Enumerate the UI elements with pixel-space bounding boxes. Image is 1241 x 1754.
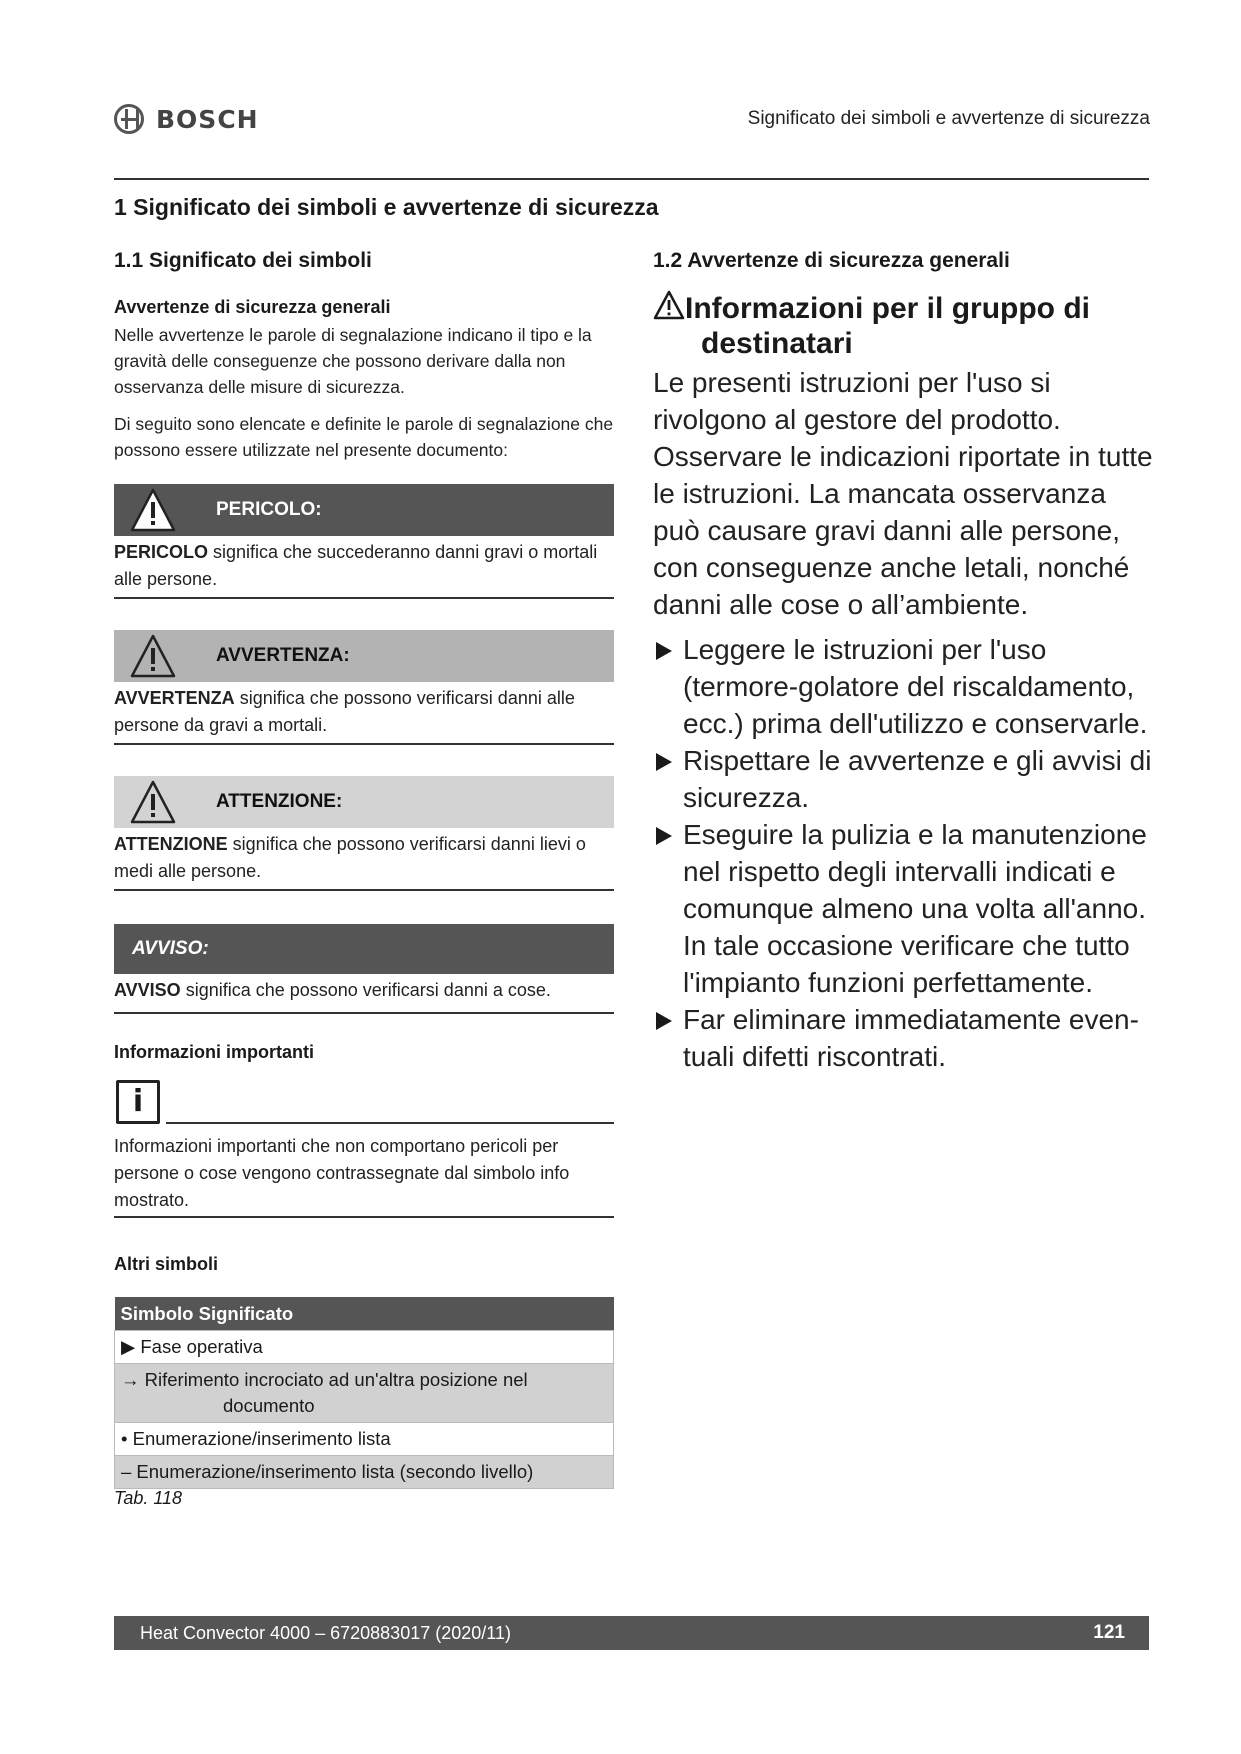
page-footer bbox=[114, 1616, 1149, 1650]
info-text: Informazioni importanti che non comportano pericoli per persone o cose vengono contrassegnate dal simbolo info mostrato. bbox=[114, 1136, 570, 1210]
warning-pericolo-keyword: PERICOLO bbox=[114, 542, 209, 562]
table-cell: • Enumerazione/inserimento lista bbox=[115, 1423, 614, 1456]
divider bbox=[114, 743, 614, 745]
list-item-text: Far eliminare immediatamente even-tuali difetti riscontrati. bbox=[683, 1004, 1139, 1072]
table-row bbox=[115, 1331, 614, 1364]
table-row bbox=[115, 1456, 614, 1489]
target-group-heading-line2: destinatari bbox=[701, 327, 853, 360]
warning-attenzione-bar bbox=[114, 776, 614, 828]
table-header-row bbox=[115, 1297, 614, 1331]
divider bbox=[166, 1122, 614, 1124]
table-row bbox=[115, 1423, 614, 1456]
info-icon: i bbox=[116, 1080, 160, 1124]
warning-avvertenza-keyword: AVVERTENZA bbox=[114, 688, 235, 708]
warning-triangle-icon bbox=[130, 633, 176, 679]
footer-document-id: Heat Convector 4000 – 6720883017 (2020/11) bbox=[140, 1622, 511, 1643]
warning-avvertenza-description: significa che possono verificarsi danni alle persone da gravi a mortali. bbox=[114, 688, 575, 735]
running-header-title: Significato dei simboli e avvertenze di sicurezza bbox=[747, 108, 1150, 129]
warning-attenzione-keyword: ATTENZIONE bbox=[114, 834, 228, 854]
warning-attenzione-label: ATTENZIONE: bbox=[216, 791, 343, 812]
warning-avvertenza-bar bbox=[114, 630, 614, 682]
table-cell: ▶ Fase operativa bbox=[115, 1331, 614, 1364]
warning-avviso-text bbox=[114, 977, 614, 1004]
bullet-arrow-icon bbox=[656, 827, 672, 845]
brand-name: BOSCH bbox=[156, 104, 259, 134]
table-cell bbox=[115, 1364, 614, 1423]
section-1-2-title: 1.2 Avvertenze di sicurezza generali bbox=[653, 249, 1010, 272]
warning-triangle-icon bbox=[130, 487, 176, 533]
list-item-text: Eseguire la pulizia e la manutenzione nel rispetto degli intervalli indicati e comunque almeno una volta all'anno. In tale occasione verificare che tutto l'impianto funzioni perfettamente. bbox=[683, 819, 1147, 998]
other-symbols-heading: Altri simboli bbox=[114, 1254, 219, 1274]
symbols-table bbox=[114, 1297, 614, 1489]
brand-logo bbox=[114, 104, 259, 134]
warning-attenzione-description: significa che possono verificarsi danni lievi o medi alle persone. bbox=[114, 834, 586, 881]
warning-pericolo-description: significa che succederanno danni gravi o mortali alle persone. bbox=[114, 542, 598, 589]
target-group-warning bbox=[653, 290, 1153, 1075]
warning-avviso-label: AVVISO: bbox=[132, 938, 209, 959]
table-caption: Tab. 118 bbox=[114, 1488, 183, 1508]
bullet-arrow-icon bbox=[656, 1012, 672, 1030]
table-header: Simbolo Significato bbox=[115, 1297, 614, 1331]
warning-avviso-keyword: AVVISO bbox=[114, 980, 181, 1000]
warning-pericolo bbox=[114, 484, 614, 599]
bosch-armature-icon bbox=[114, 104, 144, 134]
warning-triangle-icon bbox=[130, 779, 176, 825]
intro-paragraph-1: Nelle avvertenze le parole di segnalazione indicano il tipo e la gravità delle conseguenze che possono derivare dalla non osservanza delle misure di sicurezza. bbox=[114, 325, 592, 397]
bullet-arrow-icon bbox=[656, 753, 672, 771]
divider bbox=[114, 597, 614, 599]
warning-avvertenza-text bbox=[114, 685, 614, 739]
warning-pericolo-text bbox=[114, 539, 614, 593]
intro-paragraph-2: Di seguito sono elencate e definite le parole di segnalazione che possono essere utilizzate nel presente documento: bbox=[114, 414, 614, 460]
warning-pericolo-bar bbox=[114, 484, 614, 536]
list-item bbox=[653, 1001, 1153, 1075]
warning-attenzione-text bbox=[114, 831, 614, 885]
section-1-1-title: 1.1 Significato dei simboli bbox=[114, 249, 372, 272]
list-item bbox=[653, 816, 1153, 1001]
general-warnings-subheading: Avvertenze di sicurezza generali bbox=[114, 297, 391, 317]
target-group-paragraph-1: Le presenti istruzioni per l'uso si rivolgono al gestore del prodotto. bbox=[653, 367, 1061, 435]
list-item bbox=[653, 631, 1153, 742]
table-cell-line: → Riferimento incrociato ad un'altra posizione nel bbox=[121, 1369, 528, 1390]
list-item bbox=[653, 742, 1153, 816]
page-number: 121 bbox=[1093, 1622, 1125, 1643]
divider bbox=[114, 1216, 614, 1218]
table-cell: – Enumerazione/inserimento lista (secondo livello) bbox=[115, 1456, 614, 1489]
warning-pericolo-label: PERICOLO: bbox=[216, 499, 322, 520]
warning-triangle-icon bbox=[653, 290, 685, 320]
warning-avviso-bar bbox=[114, 924, 614, 974]
table-row bbox=[115, 1364, 614, 1423]
list-item-text: Rispettare le avvertenze e gli avvisi di sicurezza. bbox=[683, 745, 1152, 813]
info-heading: Informazioni importanti bbox=[114, 1042, 314, 1062]
bullet-arrow-icon bbox=[656, 642, 672, 660]
warning-avvertenza-label: AVVERTENZA: bbox=[216, 645, 350, 666]
warning-avvertenza bbox=[114, 630, 614, 745]
warning-avviso bbox=[114, 924, 614, 1014]
list-item-text: Leggere le istruzioni per l'uso (termore-golatore del riscaldamento, ecc.) prima dell'utilizzo e conservarle. bbox=[683, 634, 1148, 739]
divider bbox=[114, 1012, 614, 1014]
table-cell-line-continued: documento bbox=[223, 1395, 315, 1416]
warning-attenzione bbox=[114, 776, 614, 891]
target-group-paragraph-2: Osservare le indicazioni riportate in tutte le istruzioni. La mancata osservanza può causare gravi danni alle persone, con conseguenze anche letali, nonché danni alle cose o all’ambiente. bbox=[653, 441, 1153, 620]
warning-avviso-description: significa che possono verificarsi danni a cose. bbox=[180, 980, 551, 1000]
divider bbox=[114, 889, 614, 891]
target-group-warning-heading bbox=[653, 290, 1153, 361]
chapter-title: 1 Significato dei simboli e avvertenze di sicurezza bbox=[114, 194, 659, 220]
header-divider bbox=[114, 178, 1149, 180]
target-group-heading-line1: Informazioni per il gruppo di bbox=[685, 292, 1090, 325]
